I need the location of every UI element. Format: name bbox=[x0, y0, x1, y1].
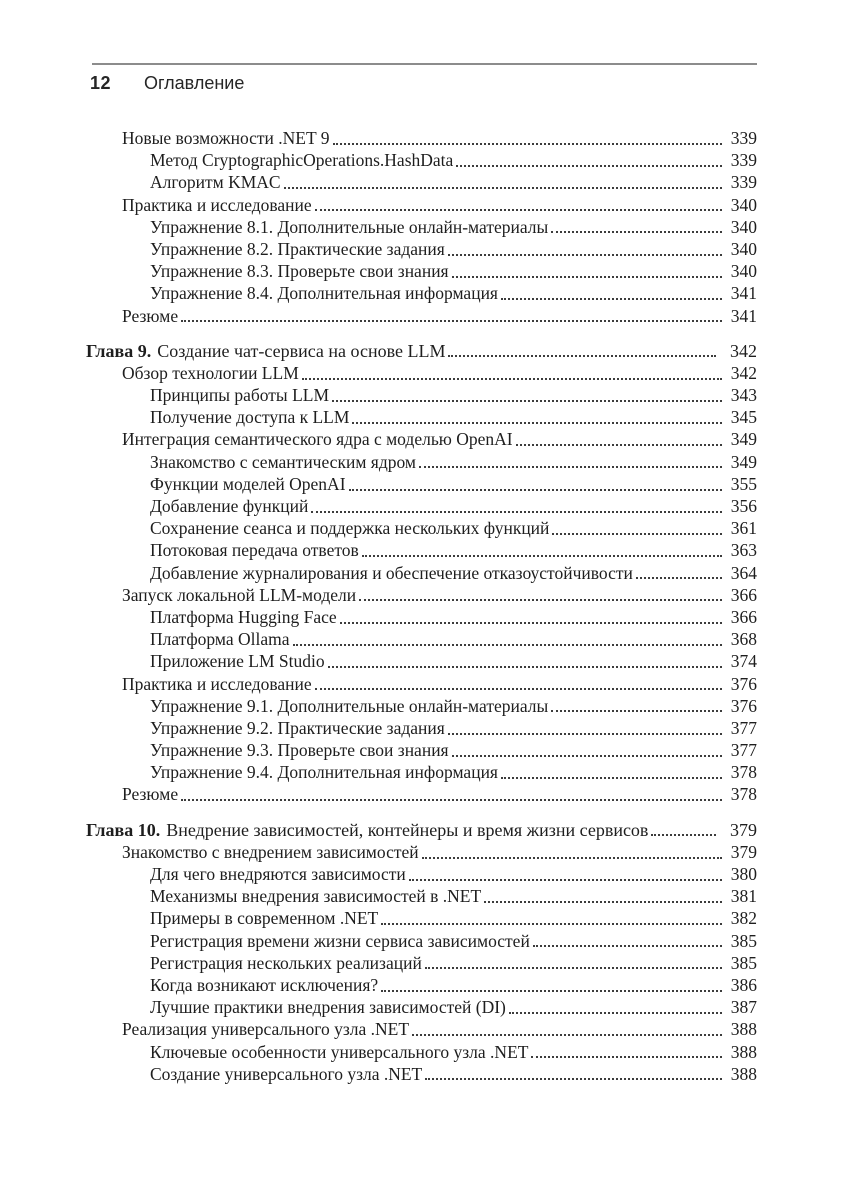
toc-dot-leader bbox=[328, 650, 722, 668]
toc-entry-title: Функции моделей OpenAI bbox=[150, 473, 346, 494]
toc-entry-page-number: 342 bbox=[730, 340, 757, 361]
toc-entry bbox=[86, 539, 757, 561]
toc-entry-title-wrap bbox=[86, 562, 633, 584]
toc-entry-page-number: 356 bbox=[730, 496, 757, 516]
toc-entry-title: Упражнение 9.4. Дополнительная информация bbox=[150, 762, 498, 783]
toc-entry-title: Упражнение 8.3. Проверьте свои знания bbox=[150, 261, 449, 282]
toc-entry-title: Примеры в современном .NET bbox=[150, 908, 379, 929]
toc-dot-leader bbox=[302, 362, 722, 380]
toc-entry-page-number: 339 bbox=[730, 150, 757, 171]
toc-entry-title: Упражнение 9.3. Проверьте свои знания bbox=[150, 740, 449, 761]
toc-entry bbox=[86, 606, 757, 628]
toc-entry-title: Упражнение 9.2. Практические задания bbox=[150, 717, 445, 738]
toc-dot-leader bbox=[456, 149, 722, 167]
toc-entry-title: Практика и исследование bbox=[122, 194, 312, 215]
toc-entry-title: Запуск локальной LLM-модели bbox=[122, 584, 357, 605]
toc-entry bbox=[86, 1063, 757, 1085]
toc-dot-leader bbox=[362, 539, 722, 557]
toc-entry bbox=[86, 305, 757, 327]
toc-entry-page-number: 355 bbox=[730, 473, 757, 494]
toc-entry bbox=[86, 930, 757, 952]
toc-entry-title-wrap bbox=[86, 305, 178, 327]
toc-entry bbox=[86, 362, 757, 384]
toc-entry bbox=[86, 628, 757, 650]
toc-entry bbox=[86, 149, 757, 171]
toc-entry bbox=[86, 761, 757, 783]
toc-entry bbox=[86, 907, 757, 929]
toc-dot-leader bbox=[284, 171, 722, 189]
toc-entry-title: Упражнение 8.4. Дополнительная информация bbox=[150, 283, 498, 304]
toc-entry-title: Упражнение 8.2. Практические задания bbox=[150, 238, 445, 259]
toc-dot-leader bbox=[533, 930, 722, 948]
toc-dot-leader bbox=[381, 974, 722, 992]
toc-entry-page-number: 385 bbox=[730, 930, 757, 951]
toc-dot-leader bbox=[332, 384, 722, 402]
toc-entry-title: Создание чат-сервиса на основе LLM bbox=[157, 340, 446, 361]
toc-entry-title-wrap bbox=[86, 340, 445, 362]
toc-dot-leader bbox=[422, 841, 722, 859]
toc-entry-title-wrap bbox=[86, 517, 549, 539]
toc-entry-page-number: 381 bbox=[730, 886, 757, 907]
toc-entry bbox=[86, 384, 757, 406]
toc-entry-title-wrap bbox=[86, 974, 378, 996]
toc-entry bbox=[86, 238, 757, 260]
toc-entry-title-wrap bbox=[86, 739, 449, 761]
toc-dot-leader bbox=[381, 907, 722, 925]
toc-entry-chapter-prefix: Глава 10. bbox=[86, 819, 161, 840]
toc-entry-title-wrap bbox=[86, 428, 513, 450]
toc-entry-page-number: 341 bbox=[730, 305, 757, 326]
toc-entry-page-number: 361 bbox=[730, 518, 757, 539]
running-head bbox=[90, 73, 244, 93]
toc-entry-title-wrap bbox=[86, 238, 445, 260]
toc-entry bbox=[86, 451, 757, 473]
toc-entry-page-number: 388 bbox=[730, 1041, 757, 1062]
toc-entry-title-wrap bbox=[86, 996, 506, 1018]
toc-entry-title-wrap bbox=[86, 451, 416, 473]
toc-entry-page-number: 374 bbox=[730, 651, 757, 672]
toc-dot-leader bbox=[636, 562, 722, 580]
toc-dot-leader bbox=[315, 194, 722, 212]
toc-entry-title: Добавление журналирования и обеспечение отказоустойчивости bbox=[150, 562, 633, 583]
toc-entry-title-wrap bbox=[86, 783, 178, 805]
toc-entry bbox=[86, 650, 757, 672]
toc-entry-title: Знакомство с внедрением зависимостей bbox=[122, 841, 419, 862]
toc-entry bbox=[86, 282, 757, 304]
toc-entry-page-number: 377 bbox=[730, 717, 757, 738]
toc-dot-leader bbox=[552, 517, 722, 535]
toc-entry-title: Потоковая передача ответов bbox=[150, 540, 359, 561]
toc-entry-title-wrap bbox=[86, 673, 312, 695]
toc-entry-title: Создание универсального узла .NET bbox=[150, 1063, 423, 1084]
toc-dot-leader bbox=[340, 606, 722, 624]
toc-entry-page-number: 379 bbox=[730, 841, 757, 862]
toc-entry-page-number: 339 bbox=[730, 128, 757, 148]
toc-entry-title: Регистрация нескольких реализаций bbox=[150, 952, 422, 973]
toc-entry-page-number: 363 bbox=[730, 540, 757, 561]
toc-entry bbox=[86, 216, 757, 238]
toc-entry-page-number: 388 bbox=[730, 1019, 757, 1040]
toc-entry-title-wrap bbox=[86, 1041, 528, 1063]
toc-entry bbox=[86, 562, 757, 584]
toc-entry-page-number: 385 bbox=[730, 952, 757, 973]
toc-entry-title-wrap bbox=[86, 717, 445, 739]
toc-entry-title-wrap bbox=[86, 539, 359, 561]
page-number: 12 bbox=[90, 73, 112, 93]
toc-entry-title: Алгоритм KMAC bbox=[150, 172, 281, 193]
toc-entry-title: Знакомство с семантическим ядром bbox=[150, 451, 416, 472]
toc-entry-page-number: 366 bbox=[730, 606, 757, 627]
toc-entry-title: Внедрение зависимостей, контейнеры и время жизни сервисов bbox=[166, 819, 649, 840]
toc-entry-title: Когда возникают исключения? bbox=[150, 974, 379, 995]
toc-entry bbox=[86, 1018, 757, 1040]
toc-entry-page-number: 349 bbox=[730, 451, 757, 472]
toc-entry bbox=[86, 739, 757, 761]
toc-entry bbox=[86, 406, 757, 428]
toc-entry bbox=[86, 194, 757, 216]
toc-entry-page-number: 364 bbox=[730, 562, 757, 583]
toc-dot-leader bbox=[412, 1018, 722, 1036]
toc-entry-title-wrap bbox=[86, 495, 308, 517]
toc-entry-title: Упражнение 9.1. Дополнительные онлайн-материалы bbox=[150, 695, 549, 716]
toc-entry-title: Резюме bbox=[122, 784, 179, 805]
toc-entry-title: Получение доступа к LLM bbox=[150, 407, 350, 428]
toc-entry-page-number: 345 bbox=[730, 407, 757, 428]
toc-list bbox=[86, 127, 757, 1085]
toc-entry-title: Приложение LM Studio bbox=[150, 651, 325, 672]
toc-entry-title-wrap bbox=[86, 1018, 409, 1040]
toc-entry bbox=[86, 340, 757, 362]
toc-entry bbox=[86, 517, 757, 539]
toc-entry-title-wrap bbox=[86, 628, 290, 650]
toc-entry bbox=[86, 673, 757, 695]
toc-entry-page-number: 378 bbox=[730, 762, 757, 783]
toc-entry-title-wrap bbox=[86, 695, 548, 717]
toc-entry-page-number: 368 bbox=[730, 629, 757, 650]
toc-dot-leader bbox=[651, 819, 716, 837]
toc-dot-leader bbox=[349, 473, 722, 491]
toc-entry-title: Обзор технологии LLM bbox=[122, 362, 299, 383]
toc-dot-leader bbox=[333, 127, 723, 145]
toc-entry bbox=[86, 260, 757, 282]
toc-entry-title-wrap bbox=[86, 584, 356, 606]
toc-entry-title-wrap bbox=[86, 1063, 422, 1085]
toc-entry-page-number: 340 bbox=[730, 216, 757, 237]
toc-entry bbox=[86, 974, 757, 996]
toc-entry-page-number: 349 bbox=[730, 429, 757, 450]
toc-entry-title-wrap bbox=[86, 194, 312, 216]
toc-entry-title-wrap bbox=[86, 260, 449, 282]
toc-dot-leader bbox=[516, 428, 722, 446]
toc-dot-leader bbox=[409, 863, 722, 881]
toc-dot-leader bbox=[352, 406, 722, 424]
toc-entry-title: Добавление функций bbox=[150, 496, 309, 516]
toc-entry bbox=[86, 473, 757, 495]
toc-entry-title-wrap bbox=[86, 384, 329, 406]
toc-dot-leader bbox=[551, 695, 722, 713]
toc-dot-leader bbox=[501, 761, 722, 779]
toc-dot-leader bbox=[509, 996, 722, 1014]
toc-entry-page-number: 386 bbox=[730, 974, 757, 995]
toc-entry bbox=[86, 695, 757, 717]
toc-entry-title: Платформа Ollama bbox=[150, 629, 290, 650]
toc-entry-title: Платформа Hugging Face bbox=[150, 606, 337, 627]
toc-entry-page-number: 340 bbox=[730, 238, 757, 259]
toc-entry bbox=[86, 495, 757, 517]
toc-entry-title: Метод CryptographicOperations.HashData bbox=[150, 150, 454, 171]
toc-entry-title: Реализация универсального узла .NET bbox=[122, 1019, 410, 1040]
toc-entry-title-wrap bbox=[86, 930, 530, 952]
toc-entry-title-wrap bbox=[86, 761, 498, 783]
toc-entry-title-wrap bbox=[86, 819, 648, 841]
toc-dot-leader bbox=[448, 340, 716, 358]
running-head-title: Оглавление bbox=[144, 73, 245, 93]
toc-entry-title: Ключевые особенности универсального узла .NET bbox=[150, 1041, 529, 1062]
toc-entry-title-wrap bbox=[86, 885, 481, 907]
toc-entry-title: Механизмы внедрения зависимостей в .NET bbox=[150, 886, 482, 907]
toc-entry-page-number: 343 bbox=[730, 385, 757, 406]
toc-entry-page-number: 376 bbox=[730, 695, 757, 716]
toc-entry bbox=[86, 584, 757, 606]
toc-entry-title-wrap bbox=[86, 127, 330, 149]
toc-entry-page-number: 340 bbox=[730, 261, 757, 282]
toc-dot-leader bbox=[448, 238, 722, 256]
toc-entry-title: Упражнение 8.1. Дополнительные онлайн-материалы bbox=[150, 216, 549, 237]
toc-entry-page-number: 387 bbox=[730, 997, 757, 1018]
toc-entry bbox=[86, 783, 757, 805]
toc-entry-page-number: 388 bbox=[730, 1063, 757, 1084]
toc-entry-title: Резюме bbox=[122, 305, 179, 326]
toc-dot-leader bbox=[425, 1063, 722, 1081]
toc-dot-leader bbox=[531, 1041, 722, 1059]
toc-entry-title: Регистрация времени жизни сервиса зависимостей bbox=[150, 930, 530, 951]
running-head-rule bbox=[92, 63, 757, 65]
toc-entry-title-wrap bbox=[86, 362, 299, 384]
toc-entry bbox=[86, 717, 757, 739]
toc-entry bbox=[86, 819, 757, 841]
toc-entry-title-wrap bbox=[86, 406, 349, 428]
toc-entry bbox=[86, 996, 757, 1018]
toc-entry bbox=[86, 127, 757, 149]
toc-dot-leader bbox=[293, 628, 722, 646]
toc-dot-leader bbox=[425, 952, 722, 970]
toc-entry-chapter-prefix: Глава 9. bbox=[86, 340, 152, 361]
toc-dot-leader bbox=[419, 451, 722, 469]
toc-entry-title: Сохранение сеанса и поддержка нескольких функций bbox=[150, 518, 550, 539]
toc-entry-page-number: 342 bbox=[730, 362, 757, 383]
toc-entry-title-wrap bbox=[86, 650, 325, 672]
toc-entry-page-number: 341 bbox=[730, 283, 757, 304]
toc-entry-title-wrap bbox=[86, 473, 346, 495]
toc-entry-title: Новые возможности .NET 9 bbox=[122, 128, 330, 148]
toc-dot-leader bbox=[448, 717, 722, 735]
toc-entry bbox=[86, 885, 757, 907]
toc-entry bbox=[86, 1041, 757, 1063]
toc-entry bbox=[86, 863, 757, 885]
toc-entry-title: Лучшие практики внедрения зависимостей (DI) bbox=[150, 997, 506, 1018]
toc-entry bbox=[86, 171, 757, 193]
toc-dot-leader bbox=[501, 282, 722, 300]
toc-dot-leader bbox=[359, 584, 722, 602]
toc-entry-title-wrap bbox=[86, 149, 453, 171]
toc-entry-page-number: 376 bbox=[730, 673, 757, 694]
toc-entry bbox=[86, 841, 757, 863]
toc-dot-leader bbox=[452, 739, 722, 757]
toc-entry-title: Для чего внедряются зависимости bbox=[150, 864, 406, 884]
toc-entry-page-number: 366 bbox=[730, 584, 757, 605]
toc-entry-title-wrap bbox=[86, 282, 498, 304]
toc-entry-page-number: 377 bbox=[730, 740, 757, 761]
toc-entry bbox=[86, 428, 757, 450]
toc-entry bbox=[86, 952, 757, 974]
toc-entry-page-number: 339 bbox=[730, 172, 757, 193]
toc-entry-title-wrap bbox=[86, 863, 406, 885]
toc-entry-title-wrap bbox=[86, 952, 422, 974]
toc-dot-leader bbox=[181, 783, 722, 801]
toc-entry-page-number: 378 bbox=[730, 784, 757, 805]
toc-dot-leader bbox=[311, 495, 722, 513]
toc-entry-page-number: 340 bbox=[730, 194, 757, 215]
toc-entry-title-wrap bbox=[86, 841, 419, 863]
toc-dot-leader bbox=[484, 885, 722, 903]
toc-entry-title-wrap bbox=[86, 606, 337, 628]
toc-entry-title: Практика и исследование bbox=[122, 673, 312, 694]
toc-entry-title: Принципы работы LLM bbox=[150, 385, 330, 406]
toc-entry-title: Интеграция семантического ядра с моделью OpenAI bbox=[122, 429, 513, 450]
toc-dot-leader bbox=[551, 216, 722, 234]
toc-entry-title-wrap bbox=[86, 216, 548, 238]
toc-dot-leader bbox=[181, 305, 722, 323]
toc-dot-leader bbox=[452, 260, 722, 278]
toc-entry-page-number: 382 bbox=[730, 908, 757, 929]
toc-dot-leader bbox=[315, 673, 722, 691]
toc-entry-page-number: 380 bbox=[730, 864, 757, 884]
toc-entry-page-number: 379 bbox=[730, 819, 757, 840]
toc-entry-title-wrap bbox=[86, 171, 281, 193]
toc-entry-title-wrap bbox=[86, 907, 378, 929]
